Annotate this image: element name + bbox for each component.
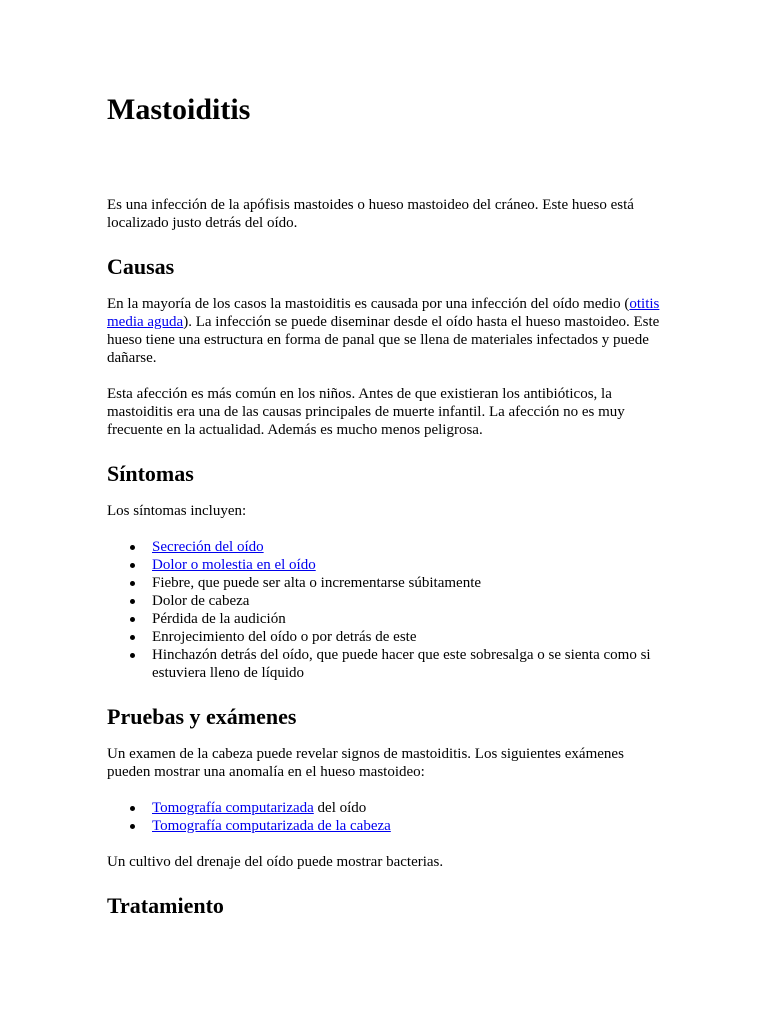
list-item-suffix: del oído [313,800,367,816]
list-item [152,799,663,817]
list-item: Enrojecimiento del oído o por detrás de este [152,628,663,646]
list-item [152,538,663,556]
list-item: Pérdida de la audición [152,610,663,628]
cultivo-paragraph: Un cultivo del drenaje del oído puede mostrar bacterias. [107,854,444,870]
list-item [152,817,663,835]
page-title: Mastoiditis [107,93,251,126]
otitis-media-aguda-link[interactable]: otitis media aguda [107,296,660,330]
pruebas-list [107,799,663,835]
secrecion-oido-link[interactable]: Secreción del oído [152,539,264,555]
list-item: Fiebre, que puede ser alta o incrementarse súbitamente [152,574,663,592]
heading-pruebas: Pruebas y exámenes [107,704,297,729]
list-item: Hinchazón detrás del oído, que puede hacer que este sobresalga o se sienta como si estuviera lleno de líquido [152,646,663,682]
sintomas-list [107,538,663,682]
pruebas-intro: Un examen de la cabeza puede revelar signos de mastoiditis. Los siguientes exámenes pueden mostrar una anomalía en el hueso mastoideo: [107,746,624,780]
causas-paragraph-2: Esta afección es más común en los niños. Antes de que existieran los antibióticos, la mastoiditis era una de las causas principales de muerte infantil. La afección no es muy frecuente en la actualidad. Además es mucho menos peligrosa. [107,386,625,438]
heading-sintomas: Síntomas [107,461,194,486]
causas-text-before-link: En la mayoría de los casos la mastoiditis es causada por una infección del oído medio ( [107,296,630,312]
tomografia-oido-link[interactable]: Tomografía computarizada [152,800,314,816]
list-item: Dolor de cabeza [152,592,663,610]
article-content [107,92,663,919]
dolor-oido-link[interactable]: Dolor o molestia en el oído [152,557,316,573]
tomografia-cabeza-link[interactable]: Tomografía computarizada de la cabeza [152,818,391,834]
sintomas-intro: Los síntomas incluyen: [107,503,247,519]
causas-paragraph-1 [107,295,663,367]
intro-paragraph: Es una infección de la apófisis mastoides o hueso mastoideo del cráneo. Este hueso está localizado justo detrás del oído. [107,197,634,231]
heading-tratamiento: Tratamiento [107,893,224,918]
causas-text-after-link: ). La infección se puede diseminar desde el oído hasta el hueso mastoideo. Este hueso tiene una estructura en forma de panal que se llena de materiales infectados y puede dañarse. [107,314,660,366]
list-item [152,556,663,574]
heading-causas: Causas [107,254,175,279]
